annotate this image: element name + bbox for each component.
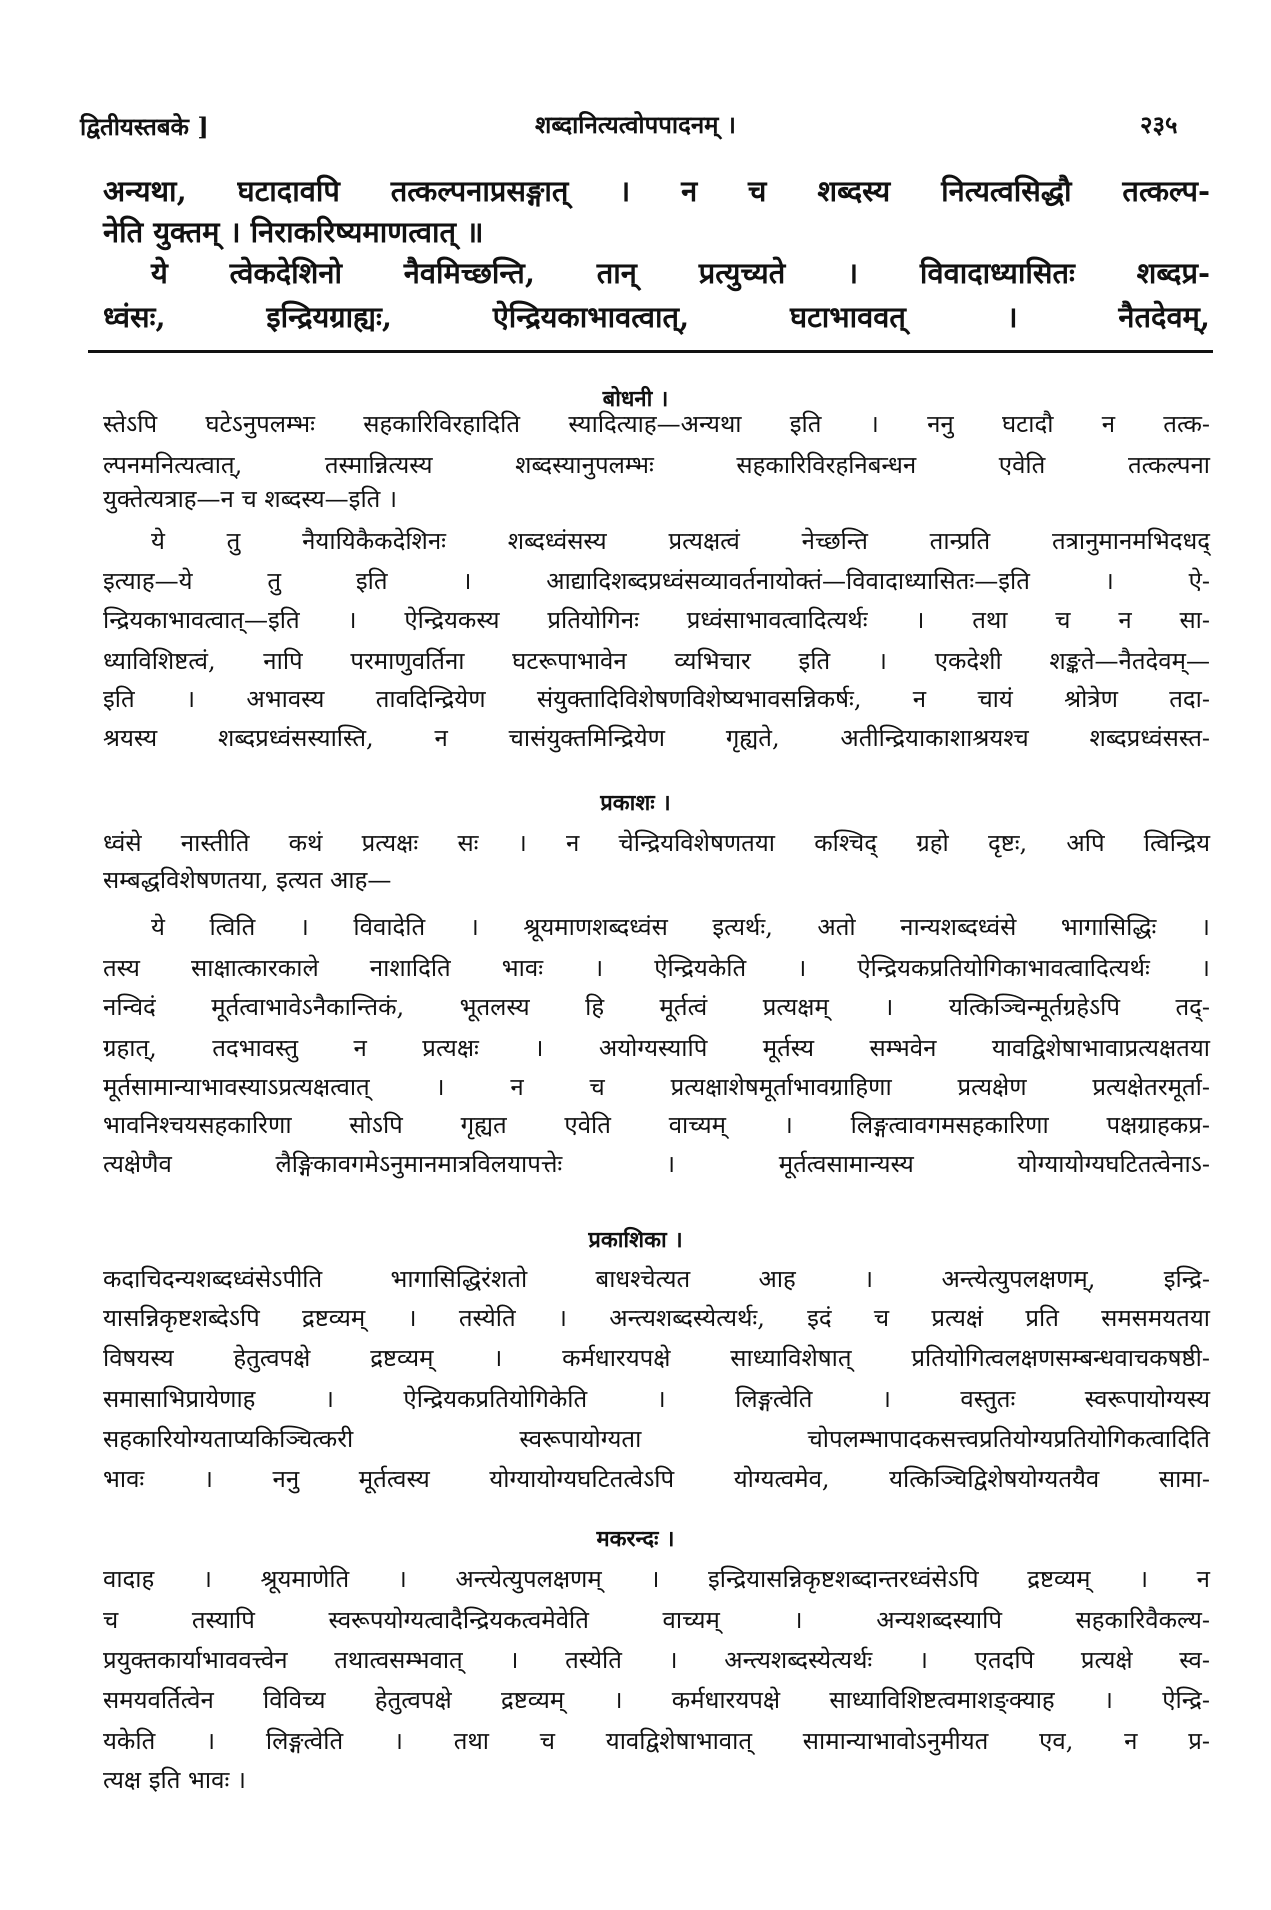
commentary-line: ये त्विति । विवादेति । श्रूयमाणशब्दध्वंस इत्यर्थः, अतो नान्यशब्दध्वंसे भागासिद्धिः ।	[151, 913, 1210, 941]
commentary-title: मकरन्दः ।	[596, 1526, 675, 1552]
commentary-line: त्यक्षेणैव लैङ्गिकावगमेऽनुमानमात्रविलयापत्तेः । मूर्तत्वसामान्यस्य योग्यायोग्यघटितत्वेनाऽ-	[103, 1150, 1210, 1178]
commentary-line: समयवर्तित्वेन विविच्य हेतुत्वपक्षे द्रष्टव्यम् । कर्मधारयपक्षे साध्याविशिष्टत्वमाशङ्क्याह । ऐन्द्रि-	[103, 1686, 1210, 1714]
commentary-line: इत्याह—ये तु इति । आद्यादिशब्दप्रध्वंसव्यावर्तनायोक्तं—विवादाध्यासितः—इति । ऐ-	[103, 567, 1210, 595]
commentary-line: समासाभिप्रायेणाह । ऐन्द्रियकप्रतियोगिकेति । लिङ्गत्वेति । वस्तुतः स्वरूपायोग्यस्य	[103, 1385, 1210, 1413]
running-head-left: द्वितीयस्तबके ]	[80, 112, 209, 141]
main-text-line: अन्यथा, घटादावपि तत्कल्पनाप्रसङ्गात् । न च शब्दस्य नित्यत्वसिद्धौ तत्कल्प-	[103, 174, 1210, 208]
running-head-title: शब्दानित्यत्वोपपादनम् ।	[535, 110, 736, 139]
commentary-line: नन्विदं मूर्तत्वाभावेऽनैकान्तिकं, भूतलस्य हि मूर्तत्वं प्रत्यक्षम् । यत्किञ्चिन्मूर्तग्रहेऽपि तद्-	[103, 993, 1210, 1021]
commentary-line: यकेति । लिङ्गत्वेति । तथा च यावद्विशेषाभावात् सामान्याभावोऽनुमीयत एव, न प्र-	[103, 1727, 1210, 1755]
commentary-line: यासन्निकृष्टशब्देऽपि द्रष्टव्यम् । तस्येति । अन्त्यशब्दस्येत्यर्थः, इदं च प्रत्यक्षं प्रति समसमयतया	[103, 1304, 1210, 1332]
commentary-title: प्रकाशः ।	[600, 790, 671, 816]
commentary-line: ग्रहात्, तदभावस्तु न प्रत्यक्षः । अयोग्यस्यापि मूर्तस्य सम्भवेन यावद्विशेषाभावाप्रत्यक्षतया	[103, 1034, 1210, 1062]
main-text-line: नेति युक्तम् । निराकरिष्यमाणत्वात् ॥	[103, 215, 484, 249]
commentary-line: विषयस्य हेतुत्वपक्षे द्रष्टव्यम् । कर्मधारयपक्षे साध्याविशेषात् प्रतियोगित्वलक्षणसम्बन्धवाचकषष्ठी-	[103, 1344, 1210, 1372]
main-text-line: ये त्वेकदेशिनो नैवमिच्छन्ति, तान् प्रत्युच्यते । विवादाध्यासितः शब्दप्र-	[151, 256, 1210, 290]
commentary-line: त्यक्ष इति भावः ।	[103, 1766, 247, 1794]
commentary-line: वादाह । श्रूयमाणेति । अन्त्येत्युपलक्षणम् । इन्द्रियासन्निकृष्टशब्दान्तरध्वंसेऽपि द्रष्टव्यम् । न	[103, 1565, 1210, 1593]
commentary-line: तस्य साक्षात्कारकाले नाशादिति भावः । ऐन्द्रियकेति । ऐन्द्रियकप्रतियोगिकाभावत्वादित्यर्थः ।	[103, 954, 1210, 982]
commentary-line: प्रयुक्तकार्याभाववत्त्वेन तथात्वसम्भवात् । तस्येति । अन्त्यशब्दस्येत्यर्थः । एतदपि प्रत्यक्षे स्व-	[103, 1646, 1210, 1674]
commentary-line: मूर्तसामान्याभावस्याऽप्रत्यक्षत्वात् । न च प्रत्यक्षाशेषमूर्ताभावग्राहिणा प्रत्यक्षेण प्रत्यक्षेतरमूर्ता-	[103, 1073, 1210, 1101]
commentary-line: कदाचिदन्यशब्दध्वंसेऽपीति भागासिद्धिरंशतो बाधश्चेत्यत आह । अन्त्येत्युपलक्षणम्, इन्द्रि-	[103, 1265, 1210, 1293]
commentary-line: ल्पनमनित्यत्वात्, तस्मान्नित्यस्य शब्दस्यानुपलम्भः सहकारिविरहनिबन्धन एवेति तत्कल्पना	[103, 451, 1210, 479]
commentary-line: ये तु नैयायिकैकदेशिनः शब्दध्वंसस्य प्रत्यक्षत्वं नेच्छन्ति तान्प्रति तत्रानुमानमभिदधद्	[151, 527, 1210, 555]
commentary-line: च तस्यापि स्वरूपयोग्यत्वादैन्द्रियकत्वमेवेति वाच्यम् । अन्यशब्दस्यापि सहकारिवैकल्य-	[103, 1606, 1210, 1634]
commentary-title: प्रकाशिका ।	[588, 1227, 683, 1253]
commentary-line: श्रयस्य शब्दप्रध्वंसस्यास्ति, न चासंयुक्तमिन्द्रियेण गृह्यते, अतीन्द्रियाकाशाश्रयश्च शब्दप्रध्वंसस्त-	[103, 724, 1210, 752]
commentary-title: बोधनी ।	[602, 386, 669, 412]
commentary-line: भावः । ननु मूर्तत्वस्य योग्यायोग्यघटितत्वेऽपि योग्यत्वमेव, यत्किञ्चिद्विशेषयोग्यतयैव सामा-	[103, 1465, 1210, 1493]
divider-rule	[88, 350, 1213, 353]
main-text-line: ध्वंसः, इन्द्रियग्राह्यः, ऐन्द्रियकाभावत्वात्, घटाभाववत् । नैतदेवम्,	[103, 300, 1210, 334]
commentary-line: स्तेऽपि घटेऽनुपलम्भः सहकारिविरहादिति स्यादित्याह—अन्यथा इति । ननु घटादौ न तत्क-	[103, 410, 1210, 438]
commentary-line: सहकारियोग्यताप्यकिञ्चित्करी स्वरूपायोग्यता चोपलम्भापादकसत्त्वप्रतियोग्यप्रतियोगिकत्वादिति	[103, 1425, 1210, 1453]
commentary-line: ध्याविशिष्टत्वं, नापि परमाणुवर्तिना घटरूपाभावेन व्यभिचार इति । एकदेशी शङ्कते—नैतदेवम्—	[103, 647, 1210, 675]
page-number: २३५	[1140, 110, 1178, 139]
commentary-line: ध्वंसे नास्तीति कथं प्रत्यक्षः सः । न चेन्द्रियविशेषणतया कश्चिद् ग्रहो दृष्टः, अपि त्विन्द्रिय	[103, 829, 1210, 857]
commentary-line: युक्तेत्यत्राह—न च शब्दस्य—इति ।	[103, 485, 398, 513]
commentary-line: इति । अभावस्य तावदिन्द्रियेण संयुक्तादिविशेषणविशेष्यभावसन्निकर्षः, न चायं श्रोत्रेण तदा-	[103, 685, 1210, 713]
commentary-line: न्द्रियकाभावत्वात्—इति । ऐन्द्रियकस्य प्रतियोगिनः प्रध्वंसाभावत्वादित्यर्थः । तथा च न सा-	[103, 606, 1210, 634]
commentary-line: सम्बद्धविशेषणतया, इत्यत आह—	[103, 866, 392, 894]
commentary-line: भावनिश्चयसहकारिणा सोऽपि गृह्यत एवेति वाच्यम् । लिङ्गत्वावगमसहकारिणा पक्षग्राहकप्र-	[103, 1111, 1210, 1139]
